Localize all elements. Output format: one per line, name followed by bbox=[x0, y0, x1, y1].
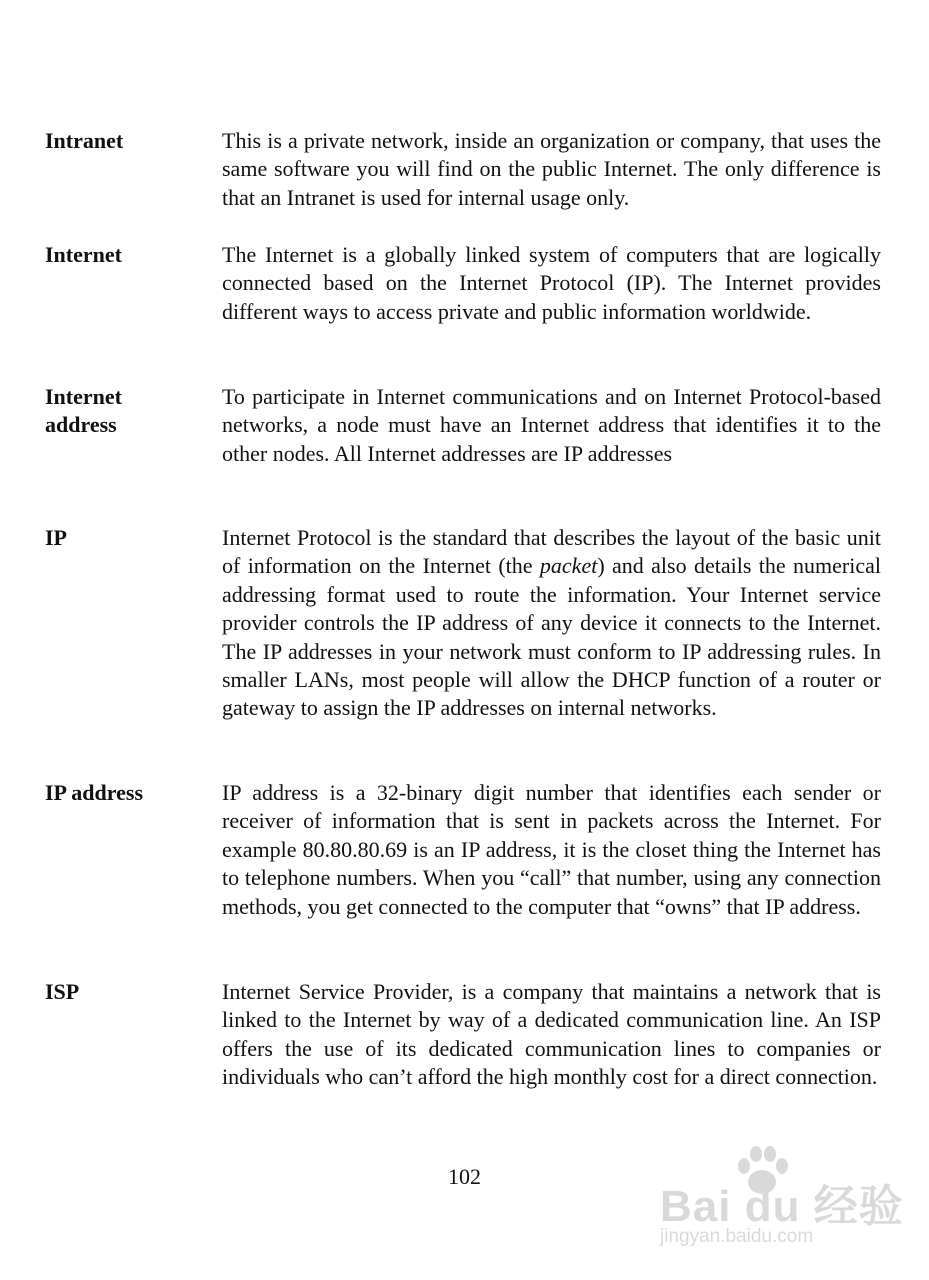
term-internet bbox=[45, 241, 195, 269]
term-intranet bbox=[45, 127, 195, 155]
watermark-url: jingyan.baidu.com bbox=[660, 1226, 814, 1247]
term-internet-address bbox=[45, 383, 195, 440]
watermark-logo-text: Bai du 经验 bbox=[660, 1182, 904, 1231]
term-line: Internet bbox=[45, 384, 122, 409]
watermark-logo bbox=[660, 1140, 910, 1250]
definition-internet-address: To participate in Internet communications and on Internet Protocol-based networks, a node must have an Internet address that identifies it to the other nodes. All Internet addresses are IP addresses bbox=[222, 384, 881, 466]
term-line: IP bbox=[45, 525, 67, 550]
definition-italic-term: packet bbox=[539, 553, 598, 579]
definition-intranet: This is a private network, inside an organization or company, that uses the same software you will find on the public Internet. The only difference is that an Intranet is used for internal usage only. bbox=[222, 128, 881, 210]
definition-isp: Internet Service Provider, is a company that maintains a network that is linked to the Internet by way of a dedicated communication line. An ISP offers the use of its dedicated communication lines to companies or individuals who can’t afford the high monthly cost for a direct connection. bbox=[222, 979, 881, 1090]
term-line: ISP bbox=[45, 979, 80, 1004]
definition-text: ) and also details the numerical addressing format used to route the information. Your Internet service provider controls the IP address of any device it connects to the Internet. The IP addresses in your network must conform to IP addressing rules. In smaller LANs, most people will allow the DHCP function of a router or gateway to assign the IP addresses on internal networks. bbox=[222, 553, 881, 721]
definition-text: Internet Protocol is the standard that describes the layout of the basic unit of information on the Internet (the bbox=[222, 525, 881, 579]
definition-ip-address: IP address is a 32-binary digit number that identifies each sender or receiver of information that is sent in packets across the Internet. For example 80.80.80.69 is an IP address, it is the closet thing the Internet has to telephone numbers. When you “call” that number, using any connection methods, you get connected to the computer that “owns” that IP address. bbox=[222, 780, 881, 919]
term-line: Internet bbox=[45, 242, 122, 267]
term-ip bbox=[45, 524, 195, 552]
definition-internet: The Internet is a globally linked system of computers that are logically connected based on the Internet Protocol (IP). The Internet provides different ways to access private and public information worldwide. bbox=[222, 242, 881, 324]
definition-ip bbox=[222, 524, 881, 723]
page-number: 102 bbox=[448, 1164, 481, 1189]
term-line: address bbox=[45, 412, 117, 438]
term-line: IP address bbox=[45, 780, 144, 805]
term-ip-address bbox=[45, 779, 195, 807]
term-isp bbox=[45, 978, 195, 1006]
term-line: Intranet bbox=[45, 128, 124, 153]
